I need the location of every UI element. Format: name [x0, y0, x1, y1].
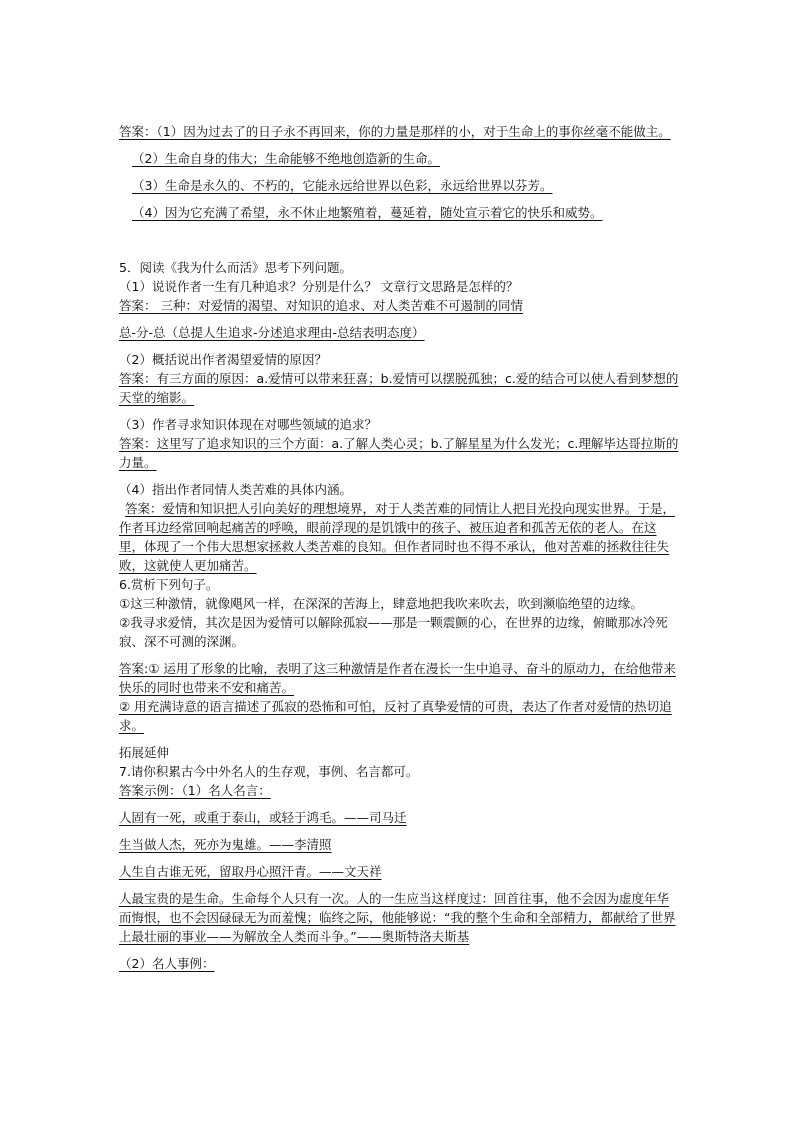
answer-7-intro: 答案示例：（1）名人名言：: [119, 783, 271, 798]
answer-5-1-a: 答案： 三种：对爱情的渴望、对知识的追求、对人类苦难不可遏制的同情: [119, 298, 523, 313]
answer-6-2: ② 用充满诗意的语言描述了孤寂的恐怖和可怕，反衬了真挚爱情的可贵，表达了作者对爱情的热切追求。: [119, 699, 672, 733]
answer-5-2: 答案：有三方面的原因：a.爱情可以带来狂喜；b.爱情可以摆脱孤独；c.爱的结合可以使人看到梦想的天堂的缩影。: [119, 371, 679, 405]
question-5-title: 5．阅读《我为什么而活》思考下列问题。: [119, 260, 352, 275]
question-7-title: 7.请你积累古今中外名人的生存观，事例、名言都可。: [119, 764, 419, 779]
sentence-6-2: ②我寻求爱情，其次是因为爱情可以解除孤寂——那是一颗震颤的心，在世界的边缘，俯瞰那冰冷死寂、深不可测的深渊。: [119, 615, 668, 649]
answer-5-3: 答案：这里写了追求知识的三个方面：a.了解人类心灵；b.了解星星为什么发光；c.理解毕达哥拉斯的力量。: [119, 436, 679, 470]
answer-4-2: （2）生命自身的伟大；生命能够不绝地创造新的生命。: [132, 151, 440, 166]
document-body: [119, 122, 679, 973]
quote-2: 生当做人杰，死亦为鬼雄。——李清照: [119, 837, 332, 852]
question-5-4: （4）指出作者同情人类苦难的具体内涵。: [119, 482, 352, 497]
answer-4-4: （4）因为它充满了希望，永不休止地繁殖着，蔓延着，随处宣示着它的快乐和威势。: [132, 205, 603, 220]
answer-4-1: 答案：（1）因为过去了的日子永不再回来，你的力量是那样的小，对于生命上的事你丝毫不能做主。: [119, 124, 671, 139]
answer-6-1: 答案:① 运用了形象的比喻，表明了这三种激情是作者在漫长一生中追寻、奋斗的原动力，在给他带来快乐的同时也带来不安和痛苦。: [119, 661, 676, 695]
question-5-2: （2）概括说出作者渴望爱情的原因？: [119, 352, 327, 367]
quote-3: 人生自古谁无死，留取丹心照汗青。——文天祥: [119, 864, 382, 879]
sentence-6-1: ①这三种激情，就像飓风一样，在深深的苦海上，肆意地把我吹来吹去，吹到濒临绝望的边缘。: [119, 596, 643, 611]
answer-4-3: （3）生命是永久的、不朽的，它能永远给世界以色彩，永远给世界以芬芳。: [132, 178, 553, 193]
quote-1: 人固有一死，或重于泰山，或轻于鸿毛。——司马迁: [119, 810, 407, 825]
quote-4: 人最宝贵的是生命。生命每个人只有一次。人的一生应当这样度过：回首往事，他不会因为虚度年华而悔恨，也不会因碌碌无为而羞愧；临终之际，他能够说：“我的整个生命和全部精力，都献给了世界上最壮丽的事业——为解放全人类而斗争。”——奥斯特洛夫斯基: [119, 891, 676, 944]
question-5-1: （1）说说作者一生有几种追求？分别是什么？ 文章行文思路是怎样的？: [119, 279, 519, 294]
answer-5-4: 答案：爱情和知识把人引向美好的理想境界，对于人类苦难的同情让人把目光投向现实世界。于是，作者耳边经常回响起痛苦的呼唤，眼前浮现的是饥饿中的孩子、被压迫者和孤苦无依的老人。在这里，体现了一个伟大思想家拯救人类苦难的良知。但作者同时也不得不承认，他对苦难的拯救往往失败，这就使人更加痛苦。: [119, 501, 676, 573]
extension-heading: 拓展延伸: [119, 745, 170, 760]
question-6-title: 6.赏析下列句子。: [119, 577, 219, 592]
answer-5-1-b: 总-分-总（总提人生追求-分述追求理由-总结表明态度）: [119, 325, 425, 340]
question-5-3: （3）作者寻求知识体现在对哪些领域的追求？: [119, 417, 377, 432]
answer-7-examples: （2）名人事例：: [119, 956, 215, 971]
